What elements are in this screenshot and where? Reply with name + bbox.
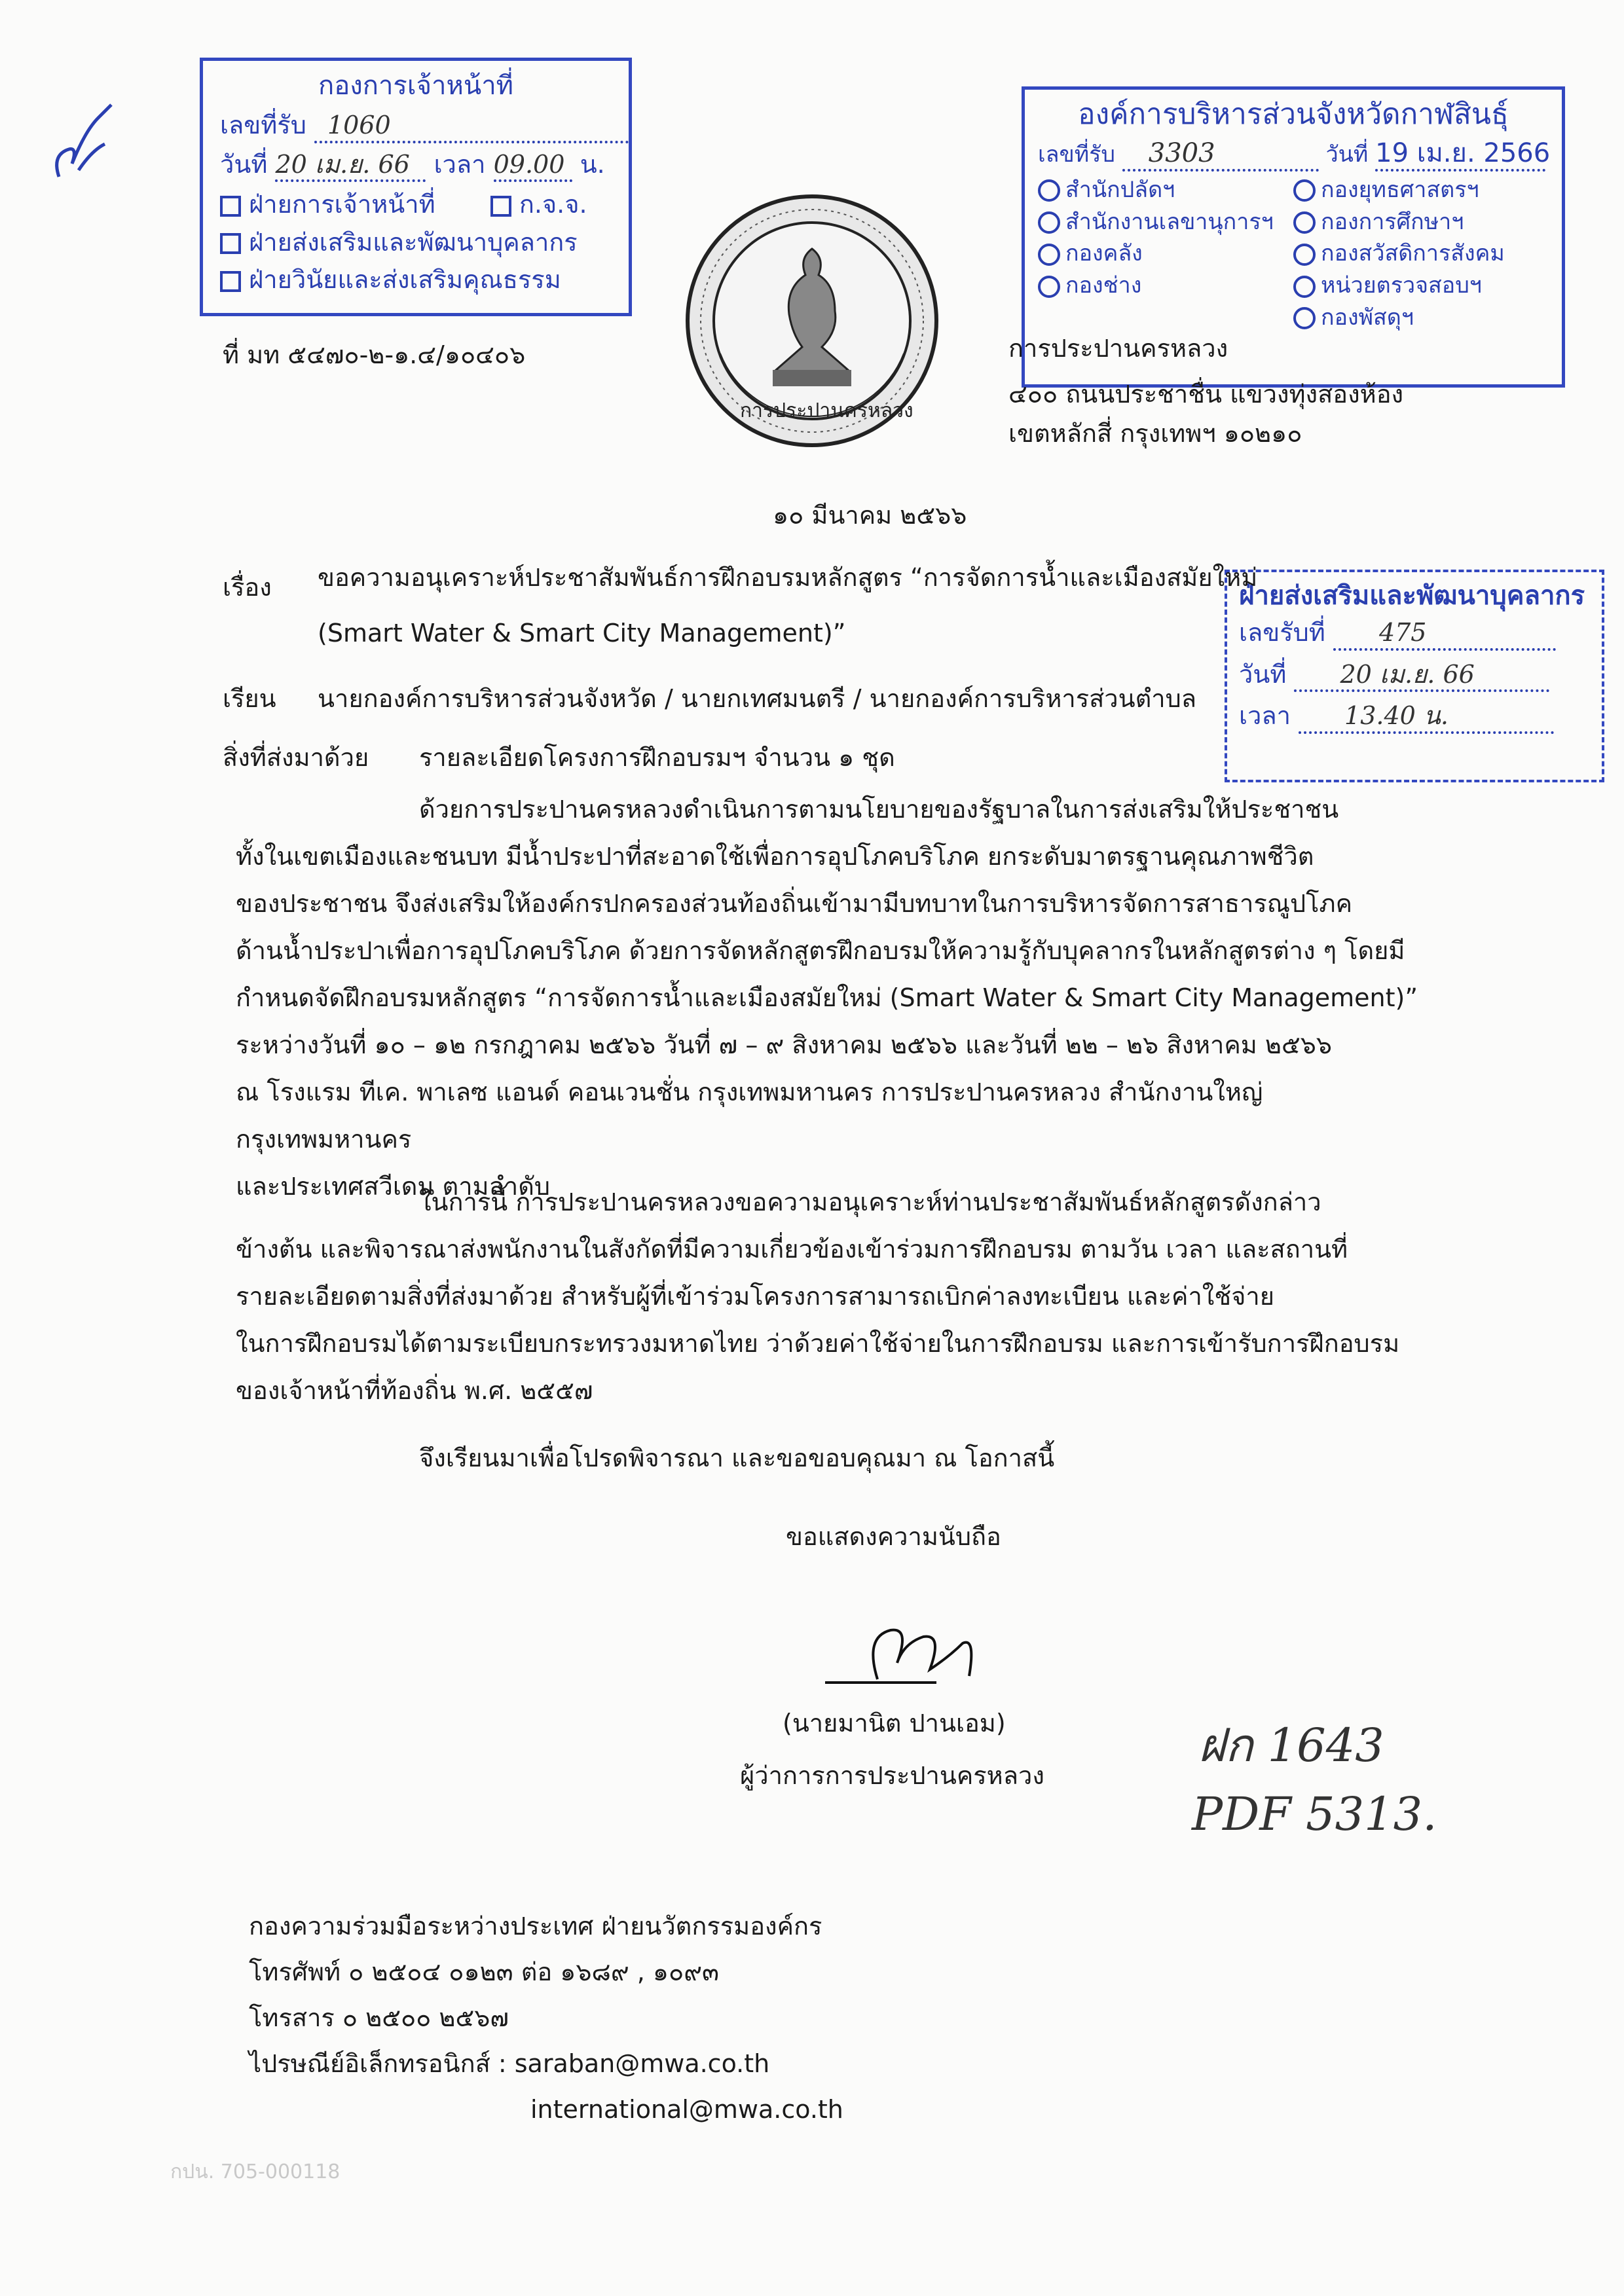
recv-no: 1060 xyxy=(327,111,391,139)
enclosure-label: สิ่งที่ส่งมาด้วย xyxy=(223,743,369,772)
paragraph-line: ในการนี้ การประปานครหลวงขอความอนุเคราะห์ท่านประชาสัมพันธ์หลักสูตรดังกล่าว xyxy=(419,1188,1321,1216)
stamp-title: กองการเจ้าหน้าที่ xyxy=(318,71,514,101)
paragraph-line: ระหว่างวันที่ ๑๐ – ๑๒ กรกฎาคม ๒๕๖๖ วันที่ ๗ – ๙ สิงหาคม ๒๕๖๖ และวันที่ ๒๒ – ๒๖ สิงหาคม ๒๕๖๖ xyxy=(236,1030,1332,1059)
sender-address-line: เขตหลักสี่ กรุงเทพฯ ๑๐๒๑๐ xyxy=(1008,419,1302,448)
stamp-option: หน่วยตรวจสอบฯ xyxy=(1321,272,1482,299)
option-circle-icon xyxy=(1293,211,1316,234)
subject-line: (Smart Water & Smart City Management)” xyxy=(318,619,846,647)
signer-title: ผู้ว่าการการประปานครหลวง xyxy=(740,1761,1044,1790)
recv-no: 3303 xyxy=(1148,137,1215,168)
date-value: 19 เม.ย. 2566 xyxy=(1375,137,1551,168)
paragraph-line: และประเทศสวีเดน ตามลำดับ xyxy=(236,1172,551,1201)
checkbox-icon xyxy=(490,196,511,217)
recv-label: เลขที่รับ xyxy=(220,111,306,139)
document-date: ๑๐ มีนาคม ๒๕๖๖ xyxy=(773,501,967,530)
date-value: 20 เม.ย. 66 xyxy=(1340,659,1475,689)
body-paragraph-1 xyxy=(236,786,1428,1210)
to-recipients: นายกองค์การบริหารส่วนจังหวัด / นายกเทศมนตรี / นายกองค์การบริหารส่วนตำบล xyxy=(318,684,1197,713)
paragraph-line: ข้างต้น และพิจารณาส่งพนักงานในสังกัดที่มีความเกี่ยวข้องเข้าร่วมการฝึกอบรม ตามวัน เวลา และสถานที่ xyxy=(236,1235,1348,1264)
paragraph-line: ณ โรงแรม ทีเค. พาเลซ แอนด์ คอนเวนชั่น กรุงเทพมหานคร การประปานครหลวง สำนักงานใหญ่ กรุงเทพมหานคร xyxy=(236,1078,1263,1154)
sender-address-line: การประปานครหลวง xyxy=(1008,334,1228,363)
stamp-option: ฝ่ายวินัยและส่งเสริมคุณธรรม xyxy=(249,265,561,295)
stamp-option: ฝ่ายส่งเสริมและพัฒนาบุคลากร xyxy=(249,227,578,257)
time-label: เวลา xyxy=(434,149,486,179)
received-stamp-development-division xyxy=(1225,570,1604,782)
paragraph-line: ด้านน้ำประปาเพื่อการอุปโภคบริโภค ด้วยการจัดหลักสูตรฝึกอบรมให้ความรู้กับบุคลากรในหลักสูตรต่าง ๆ โดยมี xyxy=(236,936,1405,965)
recv-label: เลขที่รับ xyxy=(1038,141,1115,168)
time-label: เวลา xyxy=(1239,701,1291,731)
recv-no: 475 xyxy=(1378,618,1427,647)
paragraph-line: กำหนดจัดฝึกอบรมหลักสูตร “การจัดการน้ำและเมืองสมัยใหม่ (Smart Water & Smart City Management)” xyxy=(236,983,1418,1012)
body-paragraph-2 xyxy=(236,1178,1428,1414)
enclosure-text: รายละเอียดโครงการฝึกอบรมฯ จำนวน ๑ ชุด xyxy=(419,743,895,772)
stamp-option: สำนักงานเลขานุการฯ xyxy=(1065,208,1274,235)
contact-phone: โทรศัพท์ ๐ ๒๕๐๔ ๐๑๒๓ ต่อ ๑๖๘๙ , ๑๐๙๓ xyxy=(249,1958,720,1986)
time-value: 13.40 น. xyxy=(1344,701,1449,731)
time-value: 09.00 xyxy=(493,149,565,179)
contact-fax: โทรสาร ๐ ๒๕๐๐ ๒๕๖๗ xyxy=(249,2003,509,2032)
contact-department: กองความร่วมมือระหว่างประเทศ ฝ่ายนวัตกรรมองค์กร xyxy=(249,1912,822,1941)
closing-sentence: จึงเรียนมาเพื่อโปรดพิจารณา และขอขอบคุณมา ณ โอกาสนี้ xyxy=(419,1444,1055,1472)
stamp-option: กองพัสดุฯ xyxy=(1321,304,1414,331)
signer-name: (นายมานิต ปานเอม) xyxy=(783,1709,1006,1738)
checkbox-icon xyxy=(220,196,241,217)
form-code: กปน. 705-000118 xyxy=(170,2160,341,2183)
document-number: ที่ มท ๕๔๗๐-๒-๑.๔/๑๐๔๐๖ xyxy=(223,340,526,369)
option-circle-icon xyxy=(1293,244,1316,266)
option-circle-icon xyxy=(1293,307,1316,329)
checkbox-icon xyxy=(220,271,241,292)
option-circle-icon xyxy=(1038,211,1060,234)
stamp-option: ฝ่ายการเจ้าหน้าที่ xyxy=(249,190,435,219)
regards: ขอแสดงความนับถือ xyxy=(786,1522,1001,1551)
handwritten-ref-2: PDF 5313. xyxy=(1192,1787,1437,1841)
sender-address-line: ๔๐๐ ถนนประชาชื่น แขวงทุ่งสองห้อง xyxy=(1008,380,1404,409)
option-circle-icon xyxy=(1038,276,1060,298)
handwritten-ref-1: ฝก 1643 xyxy=(1198,1719,1384,1772)
handwritten-initial-top-left xyxy=(39,92,131,196)
contact-email-2: international@mwa.co.th xyxy=(530,2095,843,2124)
stamp-option: ก.จ.จ. xyxy=(519,190,587,219)
time-unit: น. xyxy=(580,149,605,179)
stamp-option: กองการศึกษาฯ xyxy=(1321,208,1464,235)
option-circle-icon xyxy=(1038,244,1060,266)
stamp-option: กองสวัสดิการสังคม xyxy=(1321,240,1505,267)
option-circle-icon xyxy=(1293,179,1316,202)
date-label: วันที่ xyxy=(1239,659,1287,689)
stamp-title: องค์การบริหารส่วนจังหวัดกาฬสินธุ์ xyxy=(1078,98,1509,131)
paragraph-line: ของประชาชน จึงส่งเสริมให้องค์กรปกครองส่วนท้องถิ่นเข้ามามีบทบาทในการบริหารจัดการสาธารณูปโภค xyxy=(236,889,1353,918)
received-stamp-personnel-division xyxy=(200,58,632,316)
option-circle-icon xyxy=(1038,179,1060,202)
stamp-title: ฝ่ายส่งเสริมและพัฒนาบุคลากร xyxy=(1239,581,1585,611)
recv-label: เลขรับที่ xyxy=(1239,618,1325,647)
date-label: วันที่ xyxy=(1325,141,1369,168)
stamp-option: สำนักปลัดฯ xyxy=(1065,176,1175,203)
to-label: เรียน xyxy=(223,684,276,713)
subject-label: เรื่อง xyxy=(223,573,272,602)
contact-email: ไปรษณีย์อิเล็กทรอนิกส์ : saraban@mwa.co.th xyxy=(249,2049,770,2078)
date-value: 20 เม.ย. 66 xyxy=(275,149,410,179)
stamp-option: กองช่าง xyxy=(1065,272,1142,299)
stamp-option: กองคลัง xyxy=(1065,240,1143,267)
paragraph-line: รายละเอียดตามสิ่งที่ส่งมาด้วย สำหรับผู้ที่เข้าร่วมโครงการสามารถเบิกค่าลงทะเบียน และค่าใช้จ่าย xyxy=(236,1282,1274,1311)
checkbox-icon xyxy=(220,233,241,254)
seal-text: การประปานครหลวง xyxy=(740,399,913,422)
date-label: วันที่ xyxy=(220,149,268,179)
paragraph-line: ในการฝึกอบรมได้ตามระเบียบกระทรวงมหาดไทย ว่าด้วยค่าใช้จ่ายในการฝึกอบรม และการเข้ารับการฝึกอบรม xyxy=(236,1329,1400,1358)
paragraph-line: ทั้งในเขตเมืองและชนบท มีน้ำประปาที่สะอาดใช้เพื่อการอุปโภคบริโภค ยกระดับมาตรฐานคุณภาพชีวิต xyxy=(236,842,1314,871)
option-circle-icon xyxy=(1293,276,1316,298)
paragraph-line: ของเจ้าหน้าที่ท้องถิ่น พ.ศ. ๒๕๕๗ xyxy=(236,1376,593,1405)
subject-line: ขอความอนุเคราะห์ประชาสัมพันธ์การฝึกอบรมหลักสูตร “การจัดการน้ำและเมืองสมัยใหม่ xyxy=(318,563,1258,592)
signature xyxy=(819,1597,1002,1702)
paragraph-line: ด้วยการประปานครหลวงดำเนินการตามนโยบายของรัฐบาลในการส่งเสริมให้ประชาชน xyxy=(419,795,1339,824)
stamp-option: กองยุทธศาสตรฯ xyxy=(1321,176,1479,203)
